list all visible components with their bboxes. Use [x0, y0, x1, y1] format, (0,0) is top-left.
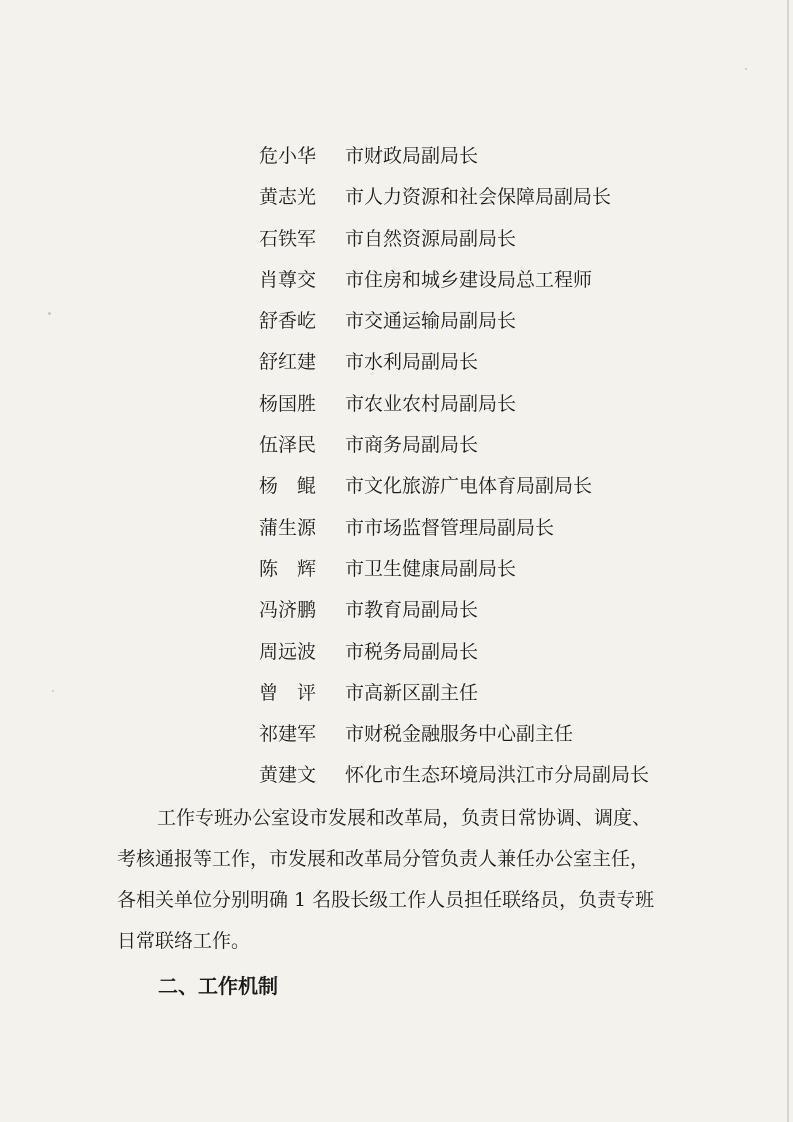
member-row — [259, 425, 759, 466]
member-row — [259, 219, 759, 260]
member-role: 市财税金融服务中心副主任 — [345, 723, 574, 746]
member-name: 陈 辉 — [259, 557, 317, 580]
member-role: 市卫生健康局副局长 — [345, 557, 517, 580]
paragraph-line: 日常联络工作。 — [117, 930, 251, 952]
office-paragraph — [117, 798, 717, 962]
member-row — [259, 466, 759, 507]
member-role: 市教育局副局长 — [345, 599, 479, 622]
member-list — [259, 136, 759, 797]
member-name: 冯济鹏 — [259, 599, 317, 622]
member-name: 杨 鲲 — [259, 475, 317, 498]
member-row — [259, 342, 759, 383]
member-row — [259, 549, 759, 590]
member-row — [259, 755, 759, 796]
member-role: 市人力资源和社会保障局副局长 — [345, 186, 612, 209]
member-name: 舒香屹 — [259, 310, 317, 333]
member-row — [259, 260, 759, 301]
member-role: 市市场监督管理局副局长 — [345, 516, 555, 539]
member-row — [259, 301, 759, 342]
paper-speck — [48, 312, 51, 315]
member-role: 市税务局副局长 — [345, 640, 479, 663]
member-role: 怀化市生态环境局洪江市分局副局长 — [345, 764, 650, 787]
member-name: 曾 评 — [259, 681, 317, 704]
member-name: 周远波 — [259, 640, 317, 663]
member-name: 蒲生源 — [259, 516, 317, 539]
member-role: 市水利局副局长 — [345, 351, 479, 374]
paper-speck — [52, 690, 54, 692]
member-role: 市商务局副局长 — [345, 434, 479, 457]
member-row — [259, 632, 759, 673]
member-role: 市财政局副局长 — [345, 145, 479, 167]
member-row — [259, 590, 759, 631]
member-role: 市住房和城乡建设局总工程师 — [345, 268, 593, 291]
paragraph-line: 考核通报等工作，市发展和改革局分管负责人兼任办公室主任， — [117, 848, 650, 870]
member-name: 黄建文 — [259, 764, 317, 787]
member-row — [259, 136, 759, 177]
member-row — [259, 673, 759, 714]
page-edge — [787, 0, 789, 1122]
member-role: 市文化旅游广电体育局副局长 — [345, 475, 593, 498]
member-role: 市高新区副主任 — [345, 681, 479, 704]
paragraph-line: 各相关单位分别明确 1 名股长级工作人员担任联络员，负责专班 — [117, 889, 655, 911]
member-row — [259, 384, 759, 425]
member-name: 舒红建 — [259, 351, 317, 374]
paragraph-line: 工作专班办公室设市发展和改革局，负责日常协调、调度、 — [157, 807, 652, 829]
member-row — [259, 508, 759, 549]
member-name: 石铁军 — [259, 227, 317, 250]
member-name: 危小华 — [259, 145, 317, 167]
member-name: 杨国胜 — [259, 392, 317, 415]
member-name: 伍泽民 — [259, 434, 317, 457]
paper-speck — [745, 68, 747, 70]
member-role: 市农业农村局副局长 — [345, 392, 517, 415]
member-role: 市交通运输局副局长 — [345, 310, 517, 333]
member-role: 市自然资源局副局长 — [345, 227, 517, 250]
member-name: 黄志光 — [259, 186, 317, 209]
section-heading: 二、工作机制 — [158, 974, 278, 998]
member-row — [259, 714, 759, 755]
member-row — [259, 177, 759, 218]
member-name: 肖尊交 — [259, 268, 317, 291]
member-name: 祁建军 — [259, 723, 317, 746]
